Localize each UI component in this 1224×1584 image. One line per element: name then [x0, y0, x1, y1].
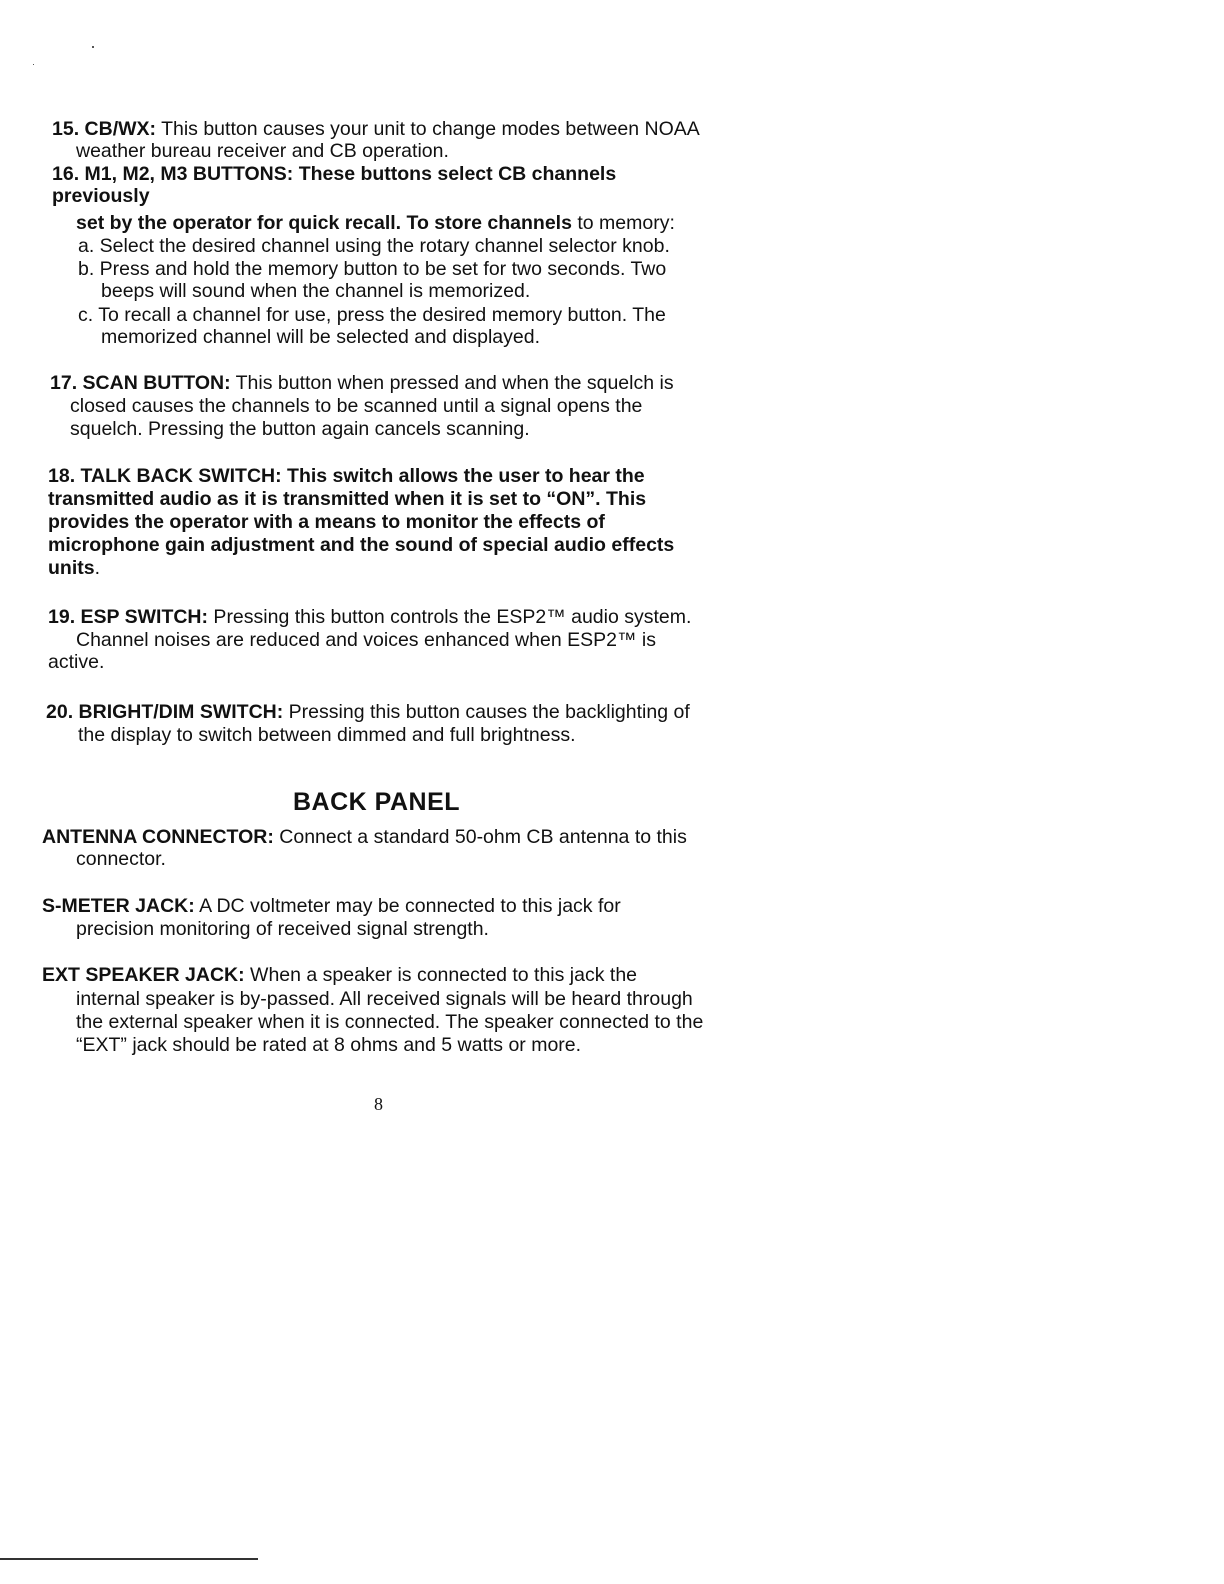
item-16-label: 16. M1, M2, M3 BUTTONS: — [52, 163, 294, 185]
back-panel-heading: BACK PANEL — [293, 788, 461, 816]
item-18-label: 18. TALK BACK SWITCH: — [48, 465, 282, 487]
s-meter-jack-line-2: precision monitoring of received signal strength. — [76, 918, 489, 940]
item-16-step-b: b. Press and hold the memory button to be set for two seconds. Two — [78, 258, 667, 280]
item-18-line-5 — [48, 557, 100, 579]
antenna-connector-label: ANTENNA CONNECTOR: — [42, 826, 274, 848]
item-16-line-3 — [76, 212, 675, 234]
item-16-bold-2: previously — [52, 185, 150, 207]
antenna-connector-text: Connect a standard 50-ohm CB antenna to this — [273, 826, 687, 848]
item-19-line-3: active. — [48, 651, 105, 673]
item-19-line-1 — [48, 606, 691, 628]
item-16-step-b-cont: beeps will sound when the channel is memorized. — [101, 280, 531, 302]
item-18-line-4 — [48, 534, 674, 556]
item-18-line-3 — [48, 511, 605, 533]
ext-speaker-jack-line-2: internal speaker is by-passed. All received signals will be heard through — [76, 988, 693, 1010]
item-16-line-2 — [52, 185, 150, 207]
item-15-line-1 — [52, 118, 700, 140]
item-16-line-1 — [52, 163, 616, 185]
item-16-bold-1: These buttons select CB channels — [298, 163, 617, 185]
item-17-line-2: closed causes the channels to be scanned until a signal opens the — [70, 395, 643, 417]
scan-speck — [33, 64, 34, 65]
s-meter-jack-label: S-METER JACK: — [42, 895, 195, 917]
ext-speaker-jack-line-3: the external speaker when it is connected. The speaker connected to the — [76, 1011, 704, 1033]
item-15-text: This button causes your unit to change modes between NOAA — [156, 118, 700, 140]
item-18-bold-4: microphone gain adjustment and the sound of special audio effects — [48, 534, 675, 556]
item-20-line-2: the display to switch between dimmed and full brightness. — [78, 724, 576, 746]
s-meter-jack-text: A DC voltmeter may be connected to this jack for — [194, 895, 621, 917]
item-16-step-c-cont: memorized channel will be selected and displayed. — [101, 326, 540, 348]
s-meter-jack-line-1 — [42, 895, 621, 917]
ext-speaker-jack-line-4: “EXT” jack should be rated at 8 ohms and 5 watts or more. — [76, 1034, 582, 1056]
antenna-connector-line-2: connector. — [76, 848, 166, 870]
ext-speaker-jack-line-1 — [42, 964, 637, 986]
item-20-line-1 — [46, 701, 690, 723]
item-16-step-a: a. Select the desired channel using the rotary channel selector knob. — [78, 235, 670, 257]
item-17-label: 17. SCAN BUTTON: — [50, 372, 231, 394]
item-17-line-1 — [50, 372, 674, 394]
antenna-connector-line-1 — [42, 826, 687, 848]
item-19-label: 19. ESP SWITCH: — [48, 606, 209, 628]
item-18-line-2 — [48, 488, 646, 510]
item-16-tail: to memory: — [571, 212, 675, 234]
scan-speck — [92, 46, 94, 48]
scan-edge-rule — [0, 1558, 258, 1560]
item-18-bold-3: provides the operator with a means to monitor the effects of — [48, 511, 605, 533]
item-18-tail: . — [94, 557, 101, 579]
item-18-line-1 — [48, 465, 645, 487]
item-16-bold-3: set by the operator for quick recall. To store channels — [76, 212, 572, 234]
item-18-bold-2: transmitted audio as it is transmitted when it is set to “ON”. This — [48, 488, 647, 510]
item-15-label: 15. CB/WX: — [52, 118, 157, 140]
item-18-bold-1: This switch allows the user to hear the — [281, 465, 645, 487]
item-17-text: This button when pressed and when the squelch is — [230, 372, 674, 394]
item-19-line-2: Channel noises are reduced and voices enhanced when ESP2™ is — [76, 629, 656, 651]
ext-speaker-jack-label: EXT SPEAKER JACK: — [42, 964, 245, 986]
item-16-step-c: c. To recall a channel for use, press the desired memory button. The — [78, 304, 666, 326]
item-20-text: Pressing this button causes the backlighting of — [283, 701, 690, 723]
item-20-label: 20. BRIGHT/DIM SWITCH: — [46, 701, 284, 723]
item-15-line-2: weather bureau receiver and CB operation. — [76, 140, 449, 162]
ext-speaker-jack-text: When a speaker is connected to this jack the — [244, 964, 638, 986]
item-18-bold-5: units — [48, 557, 95, 579]
page-number: 8 — [374, 1094, 383, 1114]
item-17-line-3: squelch. Pressing the button again cancels scanning. — [70, 418, 530, 440]
item-19-text: Pressing this button controls the ESP2™ audio system. — [208, 606, 692, 628]
